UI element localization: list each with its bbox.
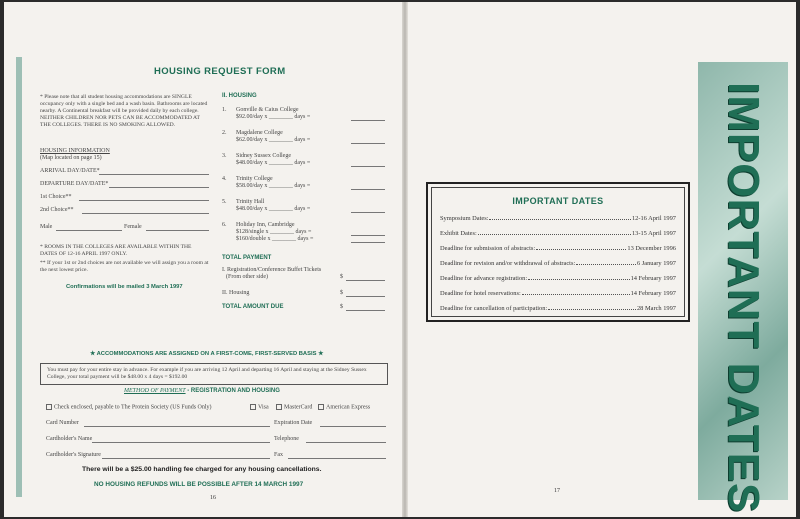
college-amount-field[interactable] — [351, 235, 385, 236]
visa-checkbox[interactable] — [250, 404, 256, 410]
departure-field[interactable] — [109, 187, 209, 188]
date-row — [440, 260, 676, 267]
check-option[interactable] — [46, 404, 212, 411]
college-number: 5. — [222, 199, 227, 205]
college-number: 3. — [222, 153, 227, 159]
college-number: 2. — [222, 130, 227, 136]
cardholder-name-field[interactable] — [92, 442, 270, 443]
date-value: 28 March 1997 — [636, 305, 676, 312]
telephone-field[interactable] — [306, 442, 386, 443]
vertical-title — [719, 82, 770, 514]
registration-payment-sub: (From other side) — [226, 274, 268, 280]
housing-info-sub: (Map located on page 15) — [40, 155, 102, 161]
college-rate: $48.00/day x ________ days = — [236, 160, 311, 166]
college-rate: $128/single x ________ days = — [236, 229, 312, 235]
payment-method-heading — [124, 388, 280, 395]
college-amount-field[interactable] — [351, 166, 385, 167]
date-value: 14 February 1997 — [630, 290, 676, 297]
date-row — [440, 245, 676, 252]
male-field[interactable] — [56, 230, 122, 231]
method-of-payment-rest: - REGISTRATION AND HOUSING — [185, 388, 280, 394]
departure-label: DEPARTURE DAY/DATE* — [40, 181, 109, 187]
college-amount-field[interactable] — [351, 189, 385, 190]
date-row — [440, 275, 676, 282]
method-of-payment-label: METHOD OF PAYMENT — [124, 388, 186, 394]
expiration-label: Expiration Date — [274, 420, 313, 426]
college-amount-field[interactable] — [351, 212, 385, 213]
date-value: 12-16 April 1997 — [631, 215, 676, 222]
cardholder-signature-field[interactable] — [102, 458, 270, 459]
registration-dollar-sign: $ — [340, 274, 343, 280]
college-rate: $62.00/day x ________ days = — [236, 137, 311, 143]
housing-form-title: HOUSING REQUEST FORM — [154, 66, 286, 77]
amex-checkbox[interactable] — [318, 404, 324, 410]
refund-notice: NO HOUSING REFUNDS WILL BE POSSIBLE AFTER 14 MARCH 1997 — [94, 481, 304, 488]
college-number: 6. — [222, 222, 227, 228]
housing-amount-field[interactable] — [346, 296, 385, 297]
college-name: Holiday Inn, Cambridge — [236, 222, 295, 228]
college-name: Trinity Hall — [236, 199, 265, 205]
college-rate: $92.00/day x ________ days = — [236, 114, 311, 120]
visa-label: Visa — [258, 404, 269, 411]
date-value: 6 January 1997 — [636, 260, 676, 267]
date-row — [440, 305, 676, 312]
page-number-left: 16 — [210, 495, 216, 501]
amex-label: American Express — [326, 404, 371, 411]
date-label: Deadline for revision and/or withdrawal of abstracts: — [440, 260, 576, 267]
vertical-title-text: IMPORTANT DATES — [719, 82, 768, 514]
college-name: Trinity College — [236, 176, 273, 182]
card-number-field[interactable] — [84, 426, 270, 427]
fax-field[interactable] — [288, 458, 386, 459]
college-amount-field[interactable] — [351, 143, 385, 144]
housing-heading: II. HOUSING — [222, 93, 257, 99]
housing-dollar-sign: $ — [340, 290, 343, 296]
mastercard-option[interactable] — [276, 404, 312, 411]
total-payment-heading: TOTAL PAYMENT — [222, 255, 272, 261]
college-number: 1. — [222, 107, 227, 113]
date-row — [440, 215, 676, 222]
advance-payment-note: You must pay for your entire stay in advance. For example if you are arriving 12 April and departing 16 April and staying at the Sidney Sussex College, your total payment will be $48.00 x 4 days = $192.00 — [47, 367, 367, 380]
second-choice-label: 2nd Choice** — [40, 207, 74, 213]
amex-option[interactable] — [318, 404, 370, 411]
check-checkbox[interactable] — [46, 404, 52, 410]
housing-payment-label: II. Housing — [222, 290, 250, 296]
date-label: Symposium Dates: — [440, 215, 489, 222]
college-amount-field[interactable] — [351, 120, 385, 121]
left-page — [4, 2, 402, 517]
first-come-notice: ★ ACCOMMODATIONS ARE ASSIGNED ON A FIRST-COME, FIRST-SERVED BASIS ★ — [90, 351, 324, 357]
mastercard-checkbox[interactable] — [276, 404, 282, 410]
date-label: Deadline for submission of abstracts: — [440, 245, 536, 252]
mastercard-label: MasterCard — [284, 404, 313, 411]
college-rate: $58.00/day x ________ days = — [236, 183, 311, 189]
confirmations-note: Confirmations will be mailed 3 March 1997 — [66, 284, 183, 290]
arrival-field[interactable] — [99, 174, 209, 175]
important-dates-frame — [431, 187, 685, 317]
registration-payment-label: I. Registration/Conference Buffet Tickets — [222, 267, 322, 273]
fax-label: Fax — [274, 452, 283, 458]
cardholder-name-label: Cardholder's Name — [46, 436, 93, 442]
important-dates-title: IMPORTANT DATES — [512, 196, 604, 206]
second-choice-field[interactable] — [82, 213, 209, 214]
expiration-field[interactable] — [320, 426, 386, 427]
college-rate: $48.00/day x ________ days = — [236, 206, 311, 212]
total-dollar-sign: $ — [340, 304, 343, 310]
registration-amount-field[interactable] — [346, 280, 385, 281]
college-amount-field-double[interactable] — [351, 242, 385, 243]
date-value: 14 February 1997 — [630, 275, 676, 282]
college-name: Gonville & Caius College — [236, 107, 299, 113]
college-number: 4. — [222, 176, 227, 182]
advance-payment-box — [40, 363, 388, 385]
arrival-label: ARRIVAL DAY/DATE* — [40, 168, 100, 174]
important-dates-box — [426, 182, 690, 322]
date-value: 13 December 1996 — [627, 245, 676, 252]
card-number-label: Card Number — [46, 420, 79, 426]
housing-info-heading: HOUSING INFORMATION — [40, 148, 110, 154]
total-amount-field[interactable] — [346, 310, 385, 311]
first-choice-field[interactable] — [79, 200, 209, 201]
handling-fee-note: There will be a $25.00 handling fee charged for any housing cancellations. — [82, 466, 322, 473]
date-value: 13-15 April 1997 — [631, 230, 676, 237]
college-name: Magdalene College — [236, 130, 283, 136]
date-label: Deadline for advance registration: — [440, 275, 528, 282]
date-label: Exhibit Dates: — [440, 230, 477, 237]
female-label: Female — [124, 224, 142, 230]
date-row — [440, 290, 676, 297]
page-number-right: 17 — [554, 488, 560, 494]
cardholder-signature-label: Cardholder's Signature — [46, 452, 101, 458]
choices-note: ** If your 1st or 2nd choices are not available we will assign you a room at the next lowest price. — [40, 260, 209, 273]
first-choice-label: 1st Choice** — [40, 194, 72, 200]
college-rate-double: $160/double x ________ days = — [236, 236, 314, 242]
page-edge-strip — [16, 57, 22, 497]
telephone-label: Telephone — [274, 436, 299, 442]
rooms-availability-note: * ROOMS IN THE COLLEGES ARE AVAILABLE WITHIN THE DATES OF 12-16 APRIL 1997 ONLY. — [40, 244, 192, 257]
female-field[interactable] — [146, 230, 209, 231]
college-name: Sidney Sussex College — [236, 153, 291, 159]
booklet-spread — [4, 2, 796, 517]
right-page — [408, 2, 796, 517]
date-row — [440, 230, 676, 237]
male-label: Male — [40, 224, 53, 230]
check-option-label: Check enclosed, payable to The Protein Society (US Funds Only) — [54, 404, 212, 411]
date-label: Deadline for hotel reservations: — [440, 290, 521, 297]
date-label: Deadline for cancellation of participation: — [440, 305, 548, 312]
total-due-label: TOTAL AMOUNT DUE — [222, 304, 284, 310]
visa-option[interactable] — [250, 404, 269, 411]
housing-intro-text: * Please note that all student housing accommodations are SINGLE occupancy only with a single bed and a wash basin. Bathrooms are located nearby. A Continental breakfast will be provided daily by each college. NEITHER CHILDREN NOR PETS CAN BE ACCOMMODATED AT THE COLLEGES. THERE IS NO SMOKING ALLOWED. — [40, 94, 208, 128]
